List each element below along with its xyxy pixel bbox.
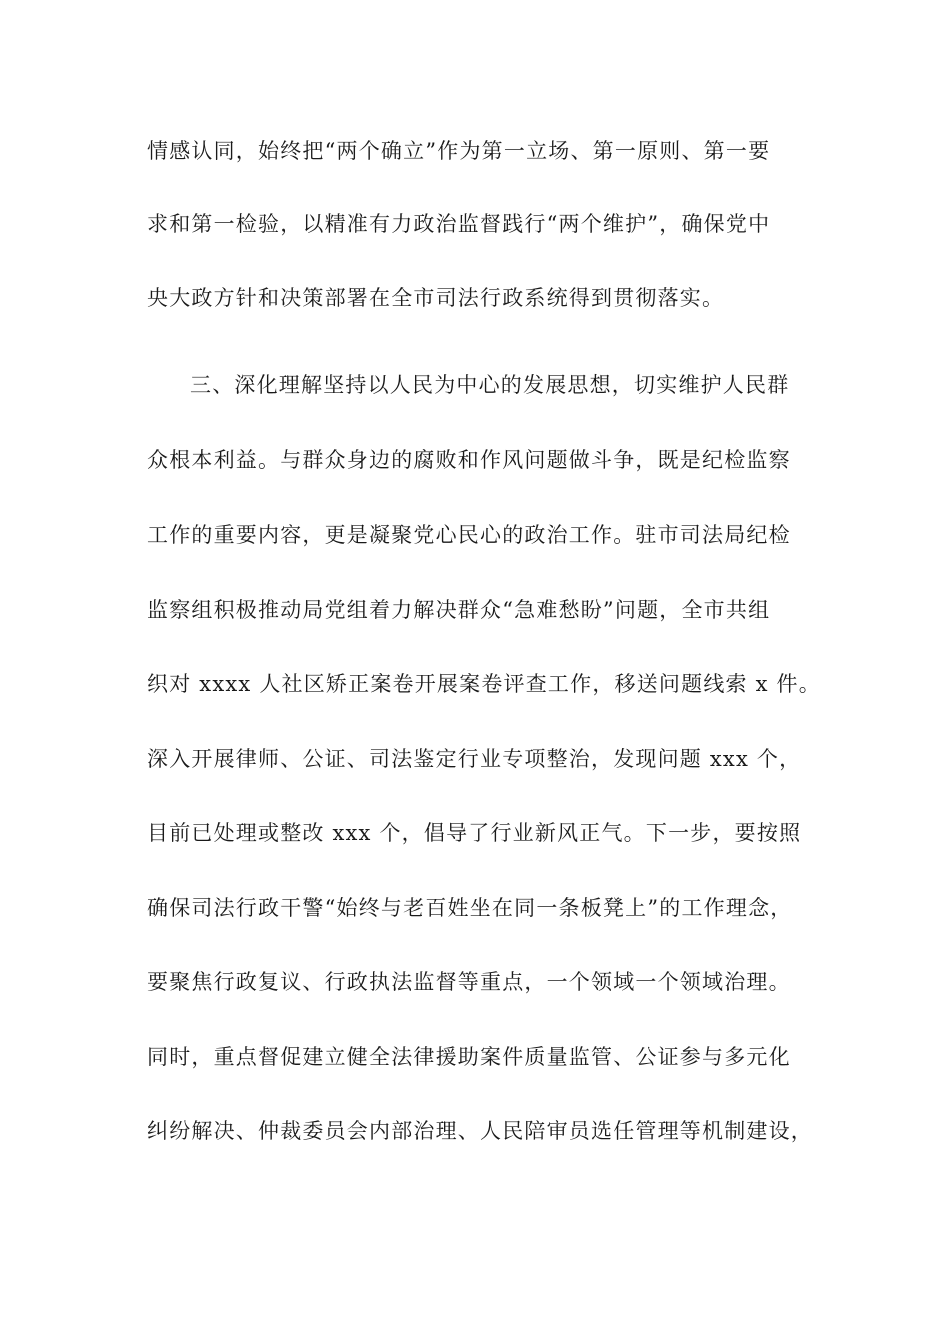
section-heading-line: 三、深化理解坚持以人民为中心的发展思想，切实维护人民群 (190, 373, 790, 397)
text-line: 确保司法行政干警“始终与老百姓坐在同一条板凳上”的工作理念， (147, 896, 793, 920)
text-line: 同时，重点督促建立健全法律援助案件质量监管、公证参与多元化 (147, 1045, 791, 1069)
text-line: 工作的重要内容，更是凝聚党心民心的政治工作。驻市司法局纪检 (147, 523, 791, 547)
text-line: 纠纷解决、仲裁委员会内部治理、人民陪审员选任管理等机制建设， (147, 1119, 813, 1143)
text-line: 深入开展律师、公证、司法鉴定行业专项整治，发现问题 xxx 个， (147, 747, 802, 771)
text-line: 要聚焦行政复议、行政执法监督等重点，一个领域一个领域治理。 (147, 970, 791, 994)
text-line: 目前已处理或整改 xxx 个，倡导了行业新风正气。下一步，要按照 (147, 821, 802, 845)
text-line: 情感认同，始终把“两个确立”作为第一立场、第一原则、第一要 (147, 139, 771, 163)
text-line: 织对 xxxx 人社区矫正案卷开展案卷评查工作，移送问题线索 x 件。 (147, 672, 821, 696)
text-line: 监察组积极推动局党组着力解决群众“急难愁盼”问题，全市共组 (147, 598, 771, 622)
text-line: 求和第一检验，以精准有力政治监督践行“两个维护”，确保党中 (147, 212, 771, 236)
text-line: 众根本利益。与群众身边的腐败和作风问题做斗争，既是纪检监察 (147, 448, 791, 472)
text-line: 央大政方针和决策部署在全市司法行政系统得到贯彻落实。 (147, 286, 725, 310)
